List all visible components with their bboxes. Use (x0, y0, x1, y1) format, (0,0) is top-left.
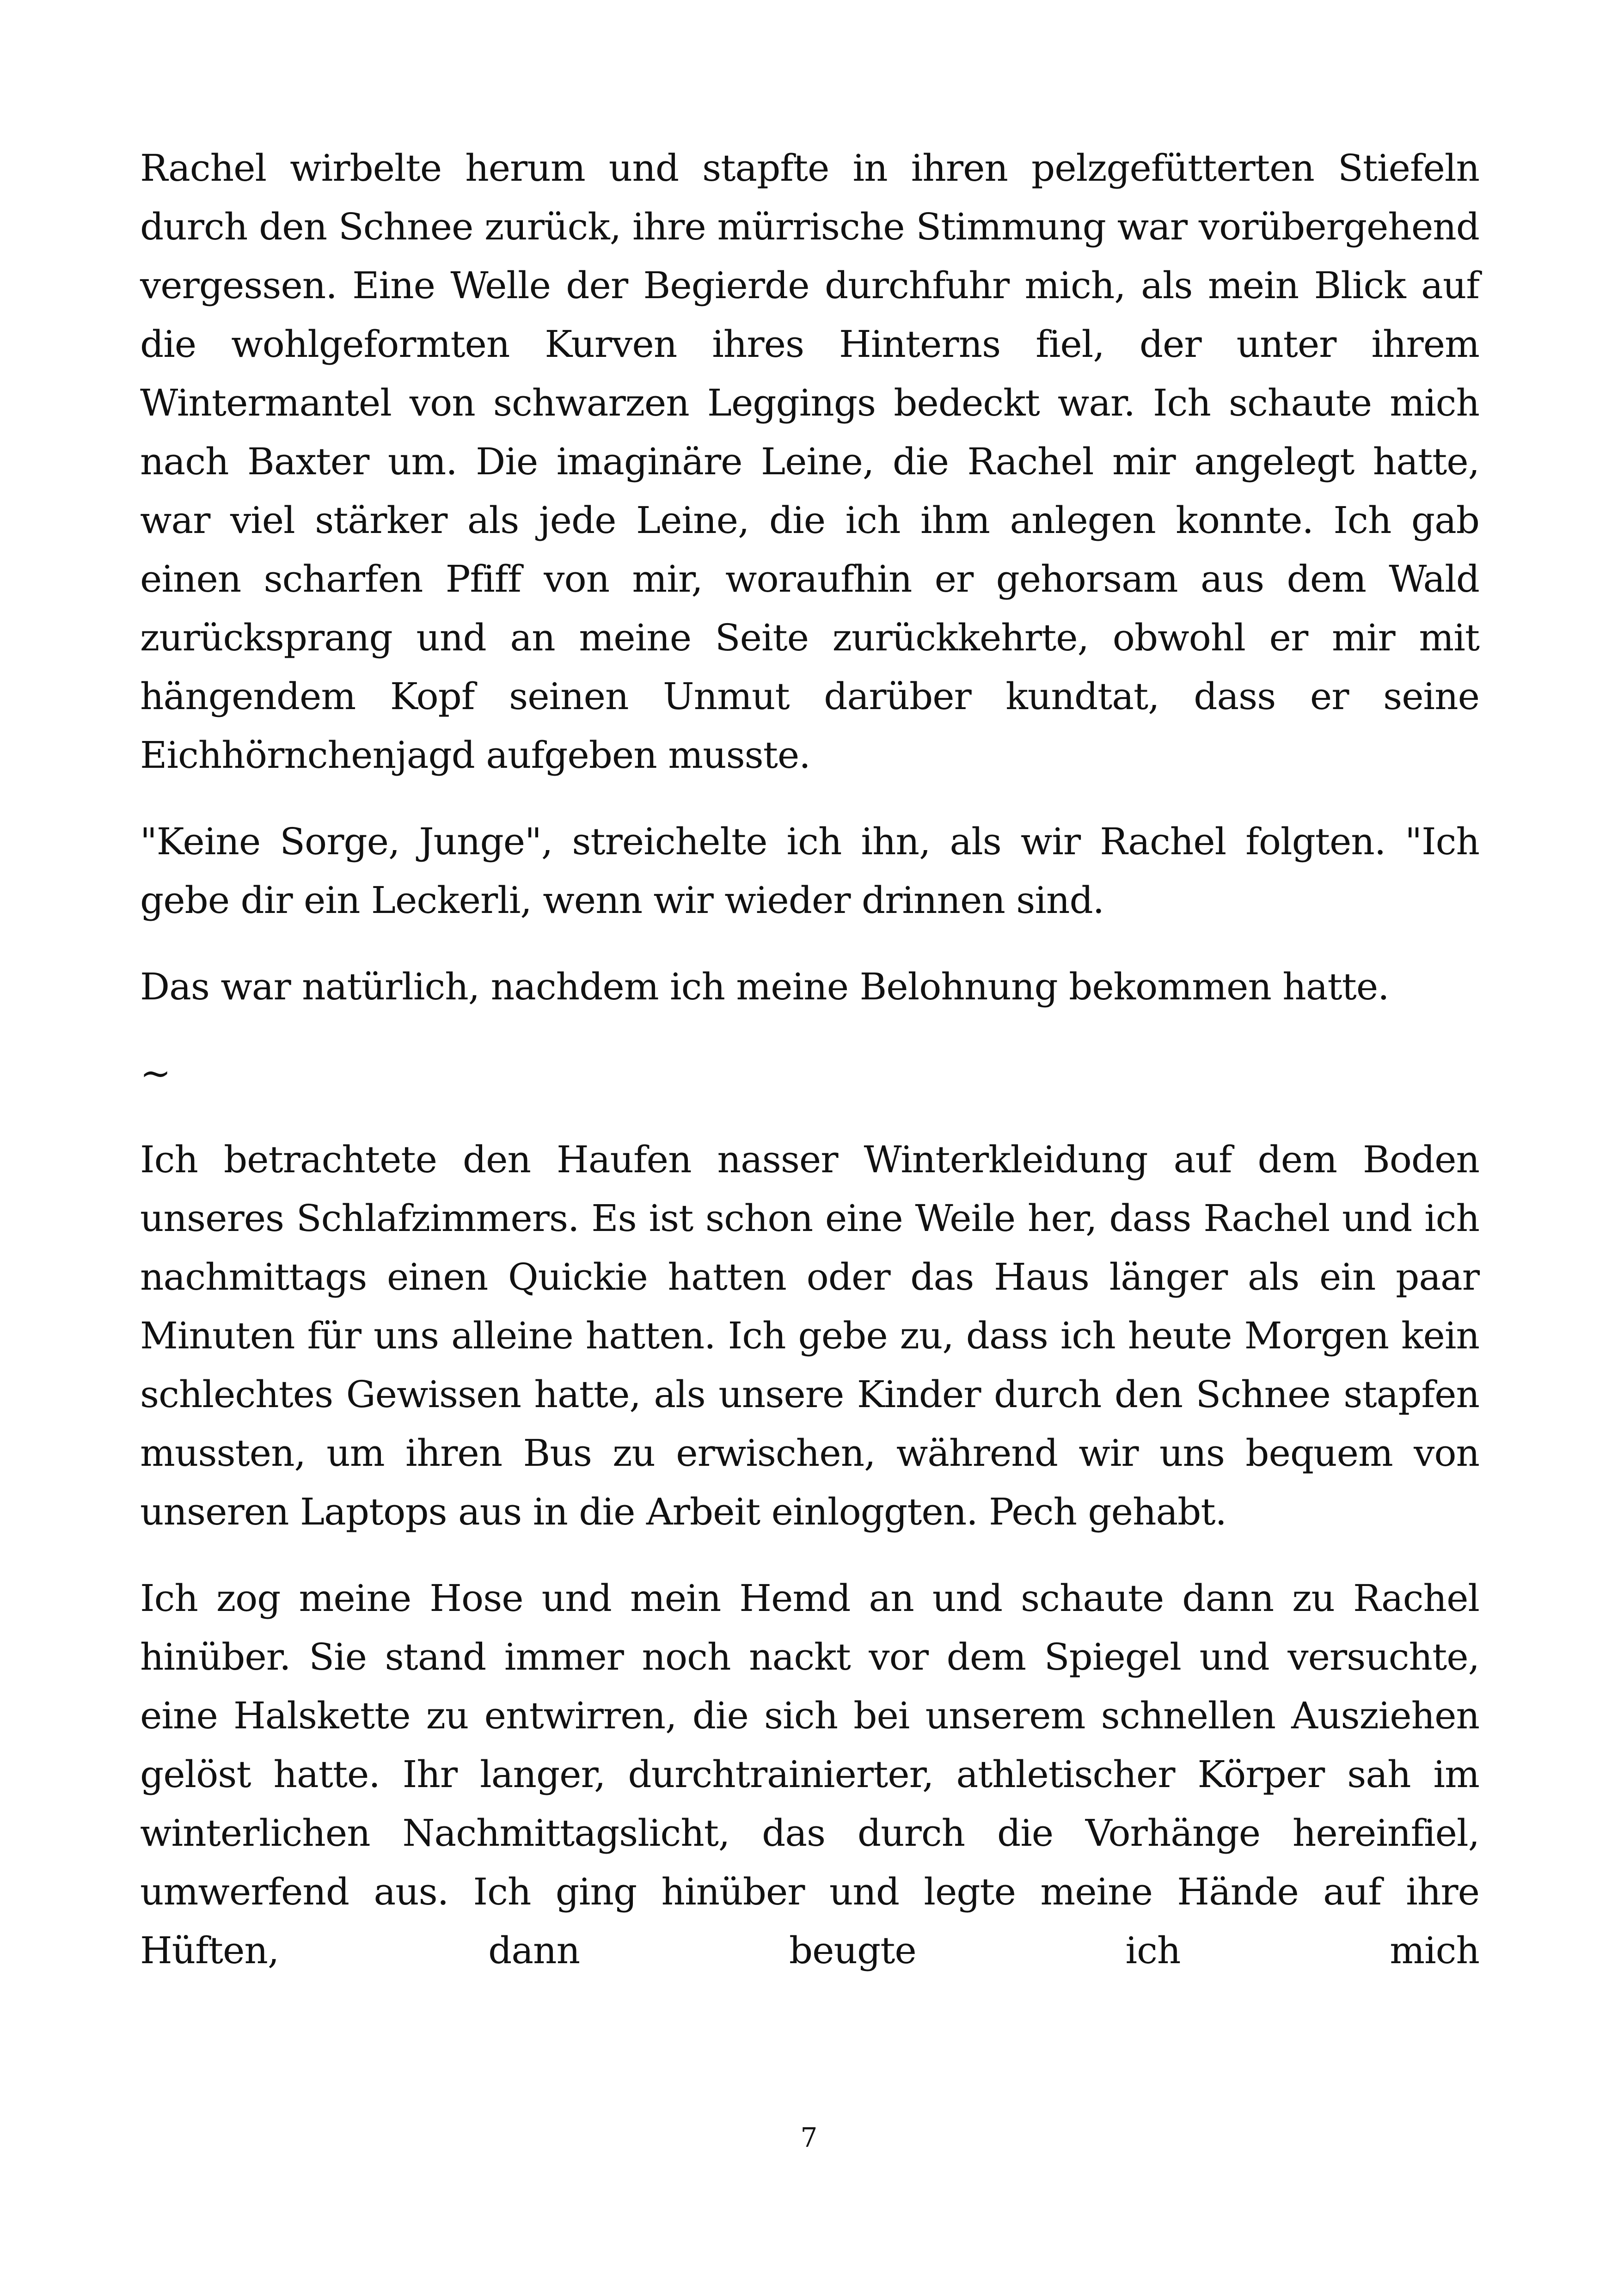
scene-break: ~ (140, 1052, 171, 1095)
page-number: 7 (800, 2122, 818, 2153)
paragraph-5: Ich zog meine Hose und mein Hemd an und schaute dann zu Rachel hinüber. Sie stand immer noch nackt vor dem Spiegel und versuchte, eine Halskette zu entwirren, die sich bei unserem schnellen Ausziehen gelöst hatte. Ihr langer, durchtrainierter, athletischer Körper sah im winterlichen Nachmittagslicht, das durch die Vorhänge hereinfiel, umwerfend aus. Ich ging hinüber und legte meine Hände auf ihre Hüften, dann beugte ich mich (140, 1577, 1479, 1972)
paragraph-2: "Keine Sorge, Junge", streichelte ich ihn, als wir Rachel folgten. "Ich gebe dir ein Leckerli, wenn wir wieder drinnen sind. (140, 820, 1479, 922)
paragraph-3: Das war natürlich, nachdem ich meine Belohnung bekommen hatte. (140, 965, 1389, 1008)
paragraph-1: Rachel wirbelte herum und stapfte in ihren pelzgefütterten Stiefeln durch den Schnee zurück, ihre mürrische Stimmung war vorübergehend vergessen. Eine Welle der Begierde durchfuhr mich, als mein Blick auf die wohlgeformten Kurven ihres Hinterns fiel, der unter ihrem Wintermantel von schwarzen Leggings bedeckt war. Ich schaute mich nach Baxter um. Die imaginäre Leine, die Rachel mir angelegt hatte, war viel stärker als jede Leine, die ich ihm anlegen konnte. Ich gab einen scharfen Pfiff von mir, woraufhin er gehorsam aus dem Wald zurücksprang und an meine Seite zurückkehrte, obwohl er mir mit hängendem Kopf seinen Unmut darüber kundtat, dass er seine Eichhörnchenjagd aufgeben musste. (140, 147, 1479, 777)
paragraph-4: Ich betrachtete den Haufen nasser Winterkleidung auf dem Boden unseres Schlafzimmers. Es ist schon eine Weile her, dass Rachel und ich nachmittags einen Quickie hatten oder das Haus länger als ein paar Minuten für uns alleine hatten. Ich gebe zu, dass ich heute Morgen kein schlechtes Gewissen hatte, als unsere Kinder durch den Schnee stapfen mussten, um ihren Bus zu erwischen, während wir uns bequem von unseren Laptops aus in die Arbeit einloggten. Pech gehabt. (140, 1138, 1479, 1533)
body-text (140, 139, 1479, 1980)
